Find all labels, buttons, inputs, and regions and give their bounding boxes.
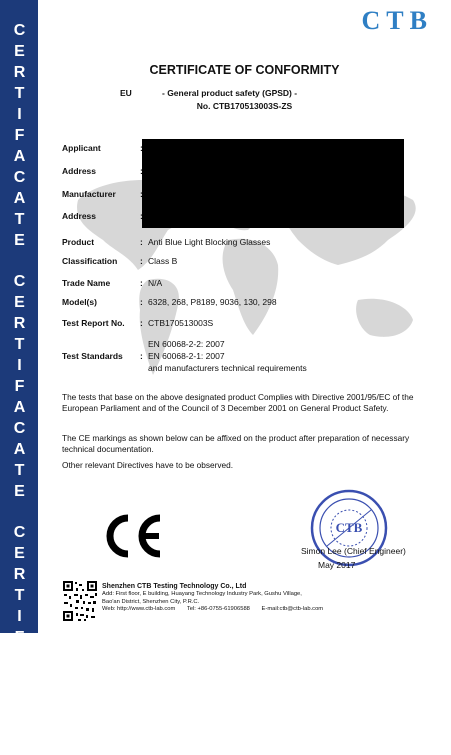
address-2-label: Address	[62, 211, 97, 221]
classification-label: Classification	[62, 256, 118, 266]
colon: :	[140, 278, 143, 288]
redaction-manufacturer	[142, 180, 404, 228]
footer-address-1: Add: First floor, E building, Huayang Technology Industry Park, Gushu Village,	[102, 591, 302, 597]
sidebar-word-1: CERTIFACATE	[11, 22, 28, 253]
footer-tel: Tel: +86-0755-61906588	[186, 606, 250, 612]
company-seal-stamp	[309, 488, 389, 568]
models-value: 6328, 268, P8189, 9036, 130, 298	[148, 297, 277, 307]
paragraph-compliance: The tests that base on the above designated product Complies with Directive 2001/95/EC of the European Parliament and of the Council of 3 December 2001 on General Product Safety.	[62, 392, 414, 413]
paragraph-ce-marking: The CE markings as shown below can be affixed on the product after preparation of necessary technical documentation.	[62, 433, 410, 454]
address-label: Address	[62, 166, 97, 176]
colon: :	[140, 351, 143, 361]
sidebar-banner	[0, 0, 38, 755]
test-report-label: Test Report No.	[62, 318, 125, 328]
footer-email: E-mail:ctb@ctb-lab.com	[261, 606, 324, 612]
signature-date: May 2017	[318, 560, 356, 570]
colon: :	[140, 256, 143, 266]
product-label: Product	[62, 237, 95, 247]
manufacturer-label: Manufacturer	[62, 189, 116, 199]
standard-1-value: EN 60068-2-2: 2007	[148, 339, 225, 349]
footer-web: Web: http://www.ctb-lab.com	[102, 606, 176, 612]
classification-value: Class B	[148, 256, 178, 266]
qr-code-icon	[62, 580, 98, 622]
sidebar-word-3: CERTIFACATE	[11, 524, 28, 755]
certificate-number: No. CTB170513003S-ZS	[196, 101, 293, 111]
standard-3-value: and manufacturers technical requirements	[148, 363, 307, 373]
models-label: Model(s)	[62, 297, 97, 307]
colon: :	[140, 143, 143, 153]
standard-2-value: EN 60068-2-1: 2007	[148, 351, 225, 361]
diamond-icon	[15, 259, 22, 266]
footer-company: Shenzhen CTB Testing Technology Co., Ltd	[102, 583, 247, 590]
colon: :	[140, 237, 143, 247]
signer-name: Simon Lee (Chief Engineer)	[301, 546, 406, 556]
certificate-title: CERTIFICATE OF CONFORMITY	[149, 63, 340, 77]
trade-name-value: N/A	[148, 278, 163, 288]
footer	[102, 582, 432, 614]
diamond-icon	[15, 510, 22, 517]
colon: :	[140, 166, 143, 176]
footer-contacts	[102, 606, 432, 614]
ctb-logo: CTB	[361, 6, 433, 35]
applicant-label: Applicant	[62, 143, 101, 153]
colon: :	[140, 189, 143, 199]
test-report-value: CTB170513003S	[148, 318, 214, 328]
colon: :	[140, 297, 143, 307]
colon: :	[140, 318, 143, 328]
footer-address-2: Bao'an District, Shenzhen City, P.R.C.	[102, 598, 200, 605]
trade-name-label: Trade Name	[62, 278, 111, 288]
test-standards-label: Test Standards	[62, 351, 123, 361]
paragraph-other-directives: Other relevant Directives have to be observed.	[62, 460, 234, 470]
colon: :	[140, 211, 143, 221]
redaction-applicant	[142, 139, 404, 185]
sidebar-text	[2, 0, 36, 755]
certificate-subtitle	[120, 88, 297, 98]
ce-mark-icon	[100, 512, 166, 560]
sidebar-word-2: CERTIFACATE	[11, 273, 28, 504]
product-value: Anti Blue Light Blocking Glasses	[148, 237, 271, 247]
subtitle-eu: EU	[120, 88, 132, 98]
subtitle-text: - General product safety (GPSD) -	[162, 88, 298, 98]
stamp-center-text: CTB	[335, 520, 363, 535]
